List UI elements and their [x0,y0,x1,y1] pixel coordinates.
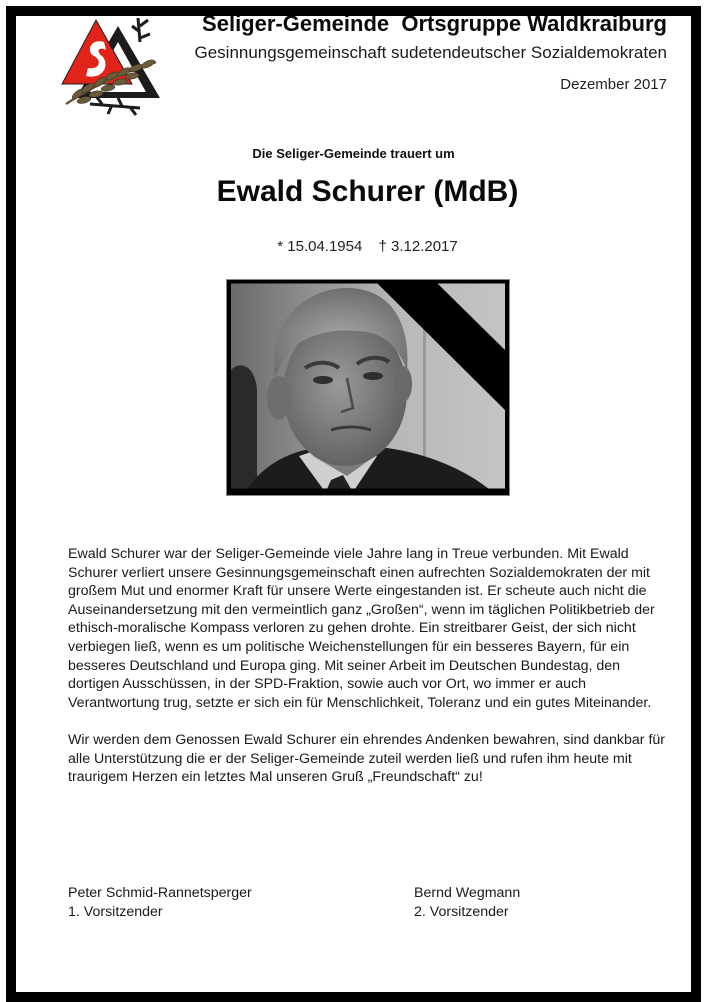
signature-block [414,884,520,922]
mourning-intro: Die Seliger-Gemeinde trauert um [252,146,455,161]
organization-title: Seliger-Gemeinde Ortsgruppe Waldkraiburg [202,11,667,36]
obituary-paragraph: Ewald Schurer war der Seliger-Gemeinde viele Jahre lang in Treue verbunden. Mit Ewald Schurer verliert unsere Gesinnungsgemeinschaft einen aufrechten Sozialdemokraten der mit großem Mut und enormer Kraft für unsere Werte eingestanden ist. Er scheute auch nicht die Auseinandersetzung mit den vermeintlich ganz „Großen“, wenn im täglichen Politikbetrieb der ethisch-moralische Kompass verloren zu gehen drohte. Ein streitbarer Geist, der sich nicht verbiegen ließ, wenn es um politische Weichenstellungen für ein besseres Bayern, für ein besseres Deutschland und Europa ging. Mit seiner Arbeit im Deutschen Bundestag, den dortigen Ausschüssen, in der SPD-Fraktion, sowie auch vor Ort, wo immer er auch Verantwortung trug, setzte er sich ein für Menschlichkeit, Toleranz und ein gutes Miteinander. [68,546,655,711]
signatory-role: 1. Vorsitzender [68,904,163,920]
death-date: † 3.12.2017 [378,238,458,255]
closing-paragraph: Wir werden dem Genossen Ewald Schurer ein ehrendes Andenken bewahren, sind dankbar für alle Unterstützung die er der Seliger-Gemeinde zuteil werden ließ und rufen ihm heute mit traurigem Herzen ein letztes Mal unseren Gruß „Freundschaft“ zu! [68,731,666,786]
seliger-gemeinde-logo-icon [60,12,164,116]
portrait-photo [226,279,510,496]
life-dates [0,238,707,255]
organization-subtitle: Gesinnungsgemeinschaft sudetendeutscher Sozialdemokraten [194,43,667,62]
signatory-role: 2. Vorsitzender [414,904,509,920]
issue-date: Dezember 2017 [560,76,667,93]
signatory-name: Peter Schmid-Rannetsperger [68,885,252,901]
birth-date: * 15.04.1954 [277,238,363,255]
signature-block [68,884,252,922]
signatory-name: Bernd Wegmann [414,885,521,901]
deceased-name: Ewald Schurer (MdB) [216,175,519,208]
obituary-text [68,545,668,787]
portrait-photo-icon [227,280,509,495]
